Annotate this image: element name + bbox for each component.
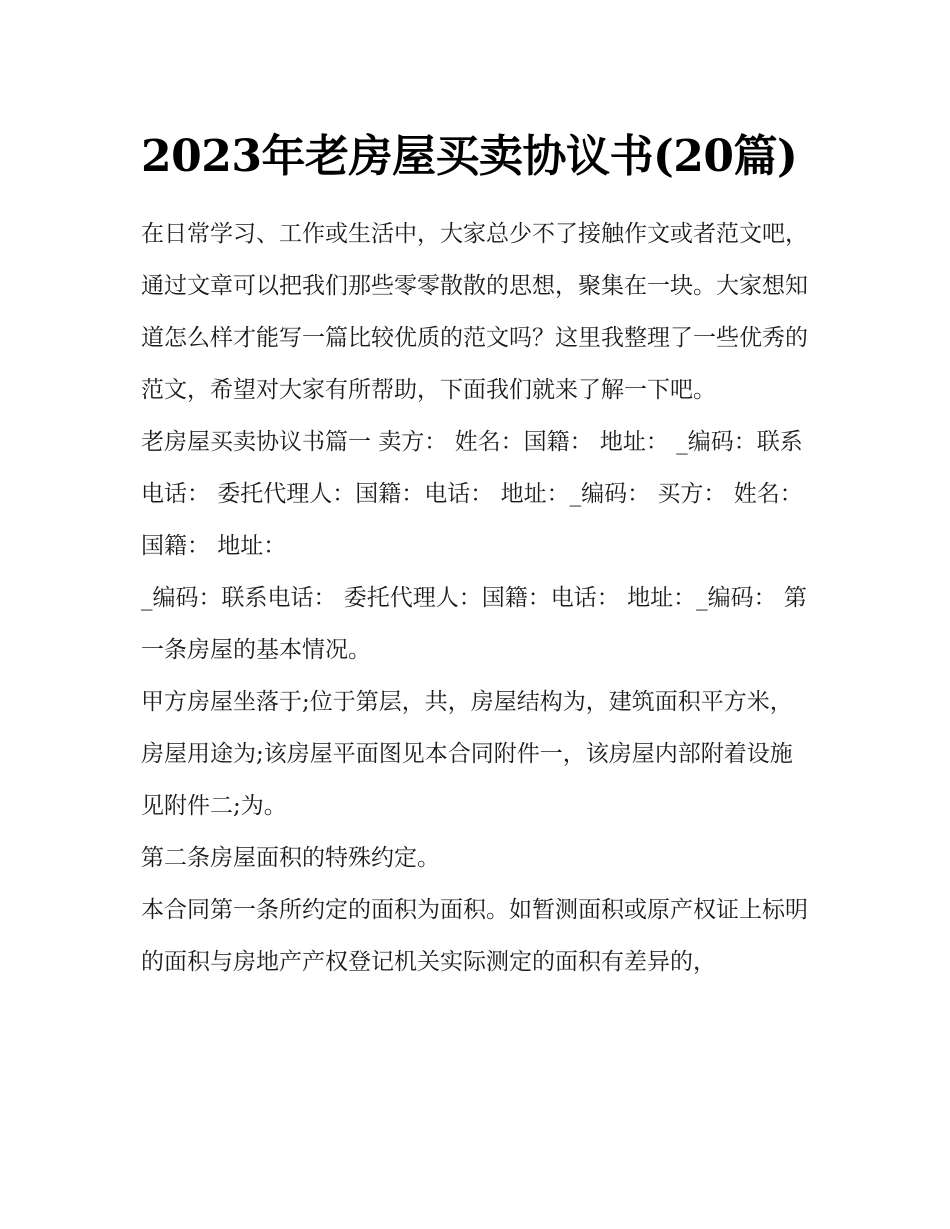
area-agreement-paragraph: 本合同第一条所约定的面积为面积。如暂测面积或原产权证上标明的面积与房地产产权登记机关实际测定的面积有差异的， — [141, 897, 808, 975]
article-two-heading: 第二条房屋面积的特殊约定。 — [141, 845, 440, 871]
buyer-info-paragraph: _编码：联系电话： 委托代理人：国籍：电话： 地址：_编码： 第一条房屋的基本情况。 — [141, 585, 807, 663]
property-details-paragraph: 甲方房屋坐落于;位于第层，共，房屋结构为，建筑面积平方米，房屋用途为;该房屋平面图见本合同附件一，该房屋内部附着设施见附件二;为。 — [141, 689, 793, 819]
seller-info-paragraph: 老房屋买卖协议书篇一 卖方： 姓名：国籍： 地址： _编码：联系电话： 委托代理人：国籍：电话： 地址：_编码： 买方： 姓名：国籍： 地址： — [141, 429, 803, 559]
document-title: 2023年老房屋买卖协议书(20篇) — [141, 131, 798, 182]
document-body — [141, 118, 813, 988]
intro-paragraph: 在日常学习、工作或生活中，大家总少不了接触作文或者范文吧，通过文章可以把我们那些零零散散的思想，聚集在一块。大家想知道怎么样才能写一篇比较优质的范文吗？这里我整理了一些优秀的范文，希望对大家有所帮助，下面我们就来了解一下吧。 — [141, 221, 808, 403]
